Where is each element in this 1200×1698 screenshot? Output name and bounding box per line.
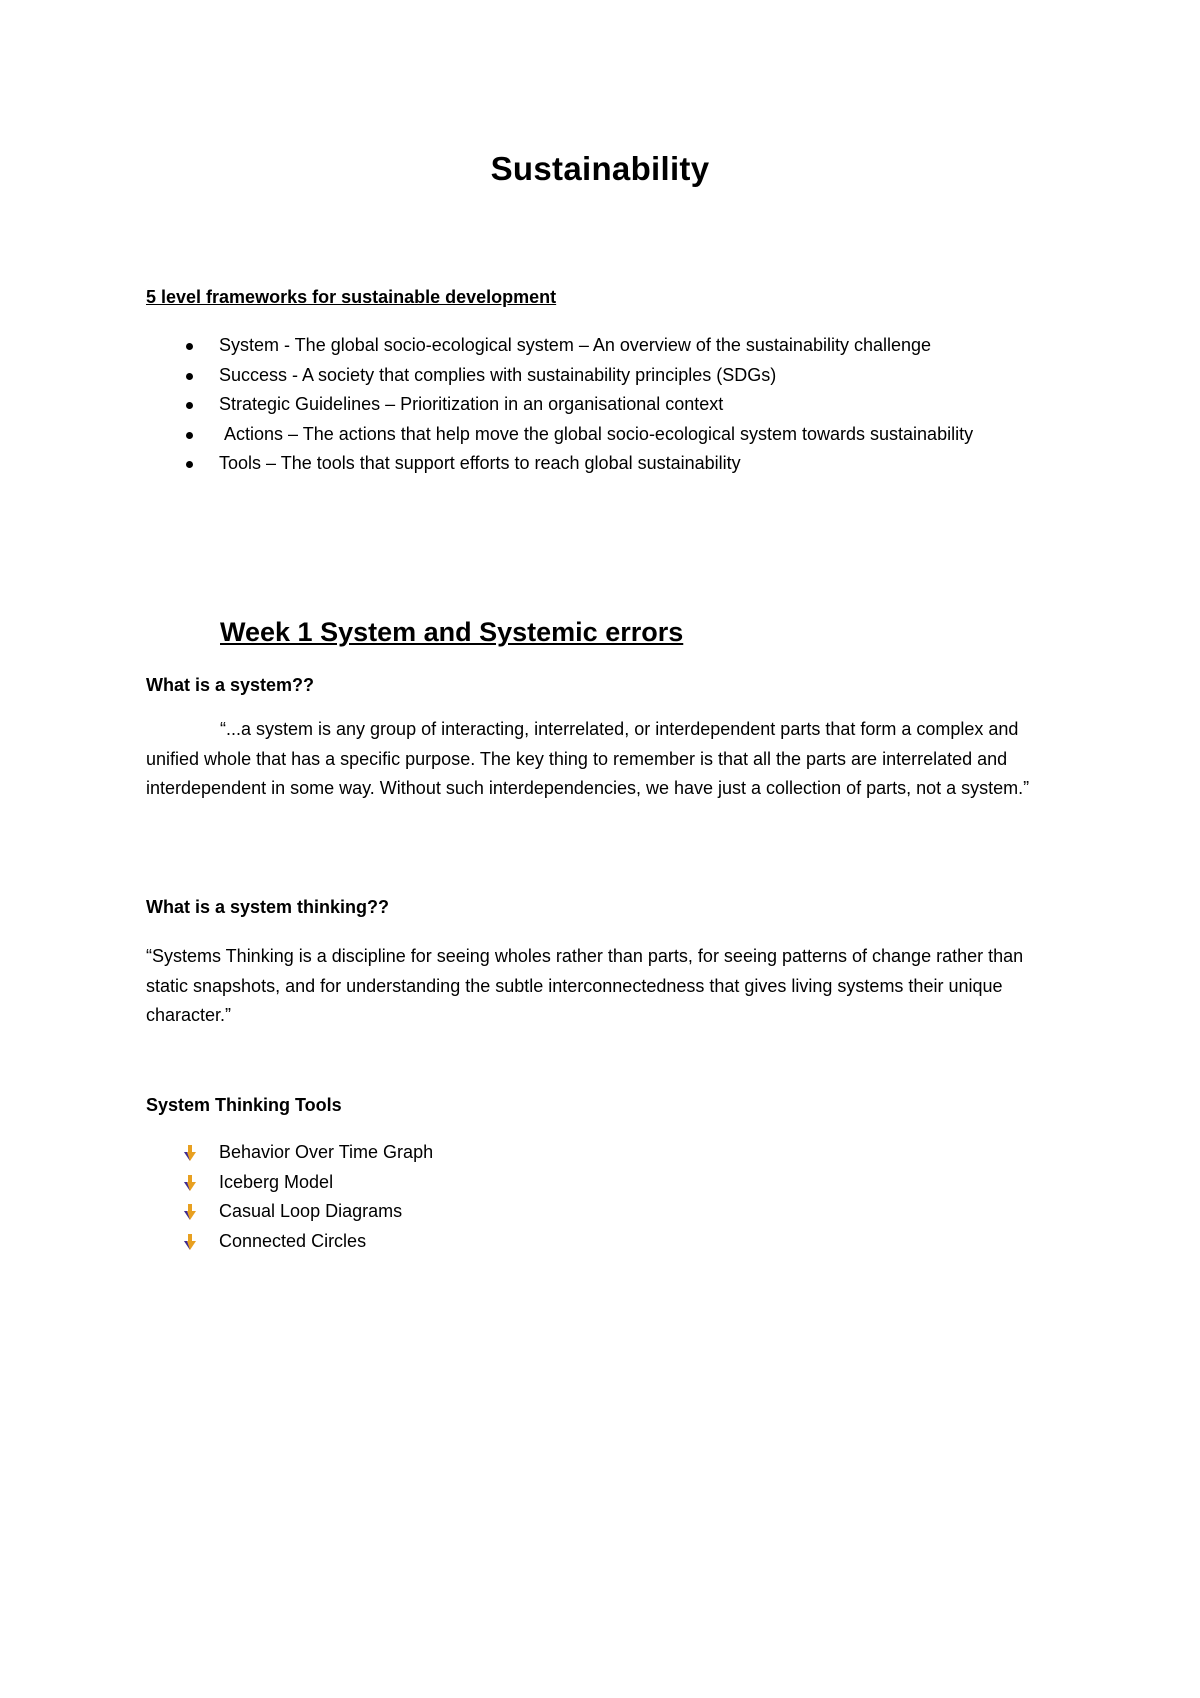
quote-paragraph: “...a system is any group of interacting, interrelated, or interdependent parts that form a complex and unified whole that has a specific purpose. The key thing to remember is that all the parts are interrelated and interdependent in some way. Without such interdependencies, we have just a collection of parts, not a system.” [146,719,1030,798]
frameworks-heading: 5 level frameworks for sustainable development [146,287,557,307]
arrow-bullet-icon [182,1144,200,1162]
arrow-bullet-icon [182,1203,200,1221]
question-heading: What is a system thinking?? [146,897,390,917]
question-heading: What is a system?? [146,675,315,695]
bullet-icon [186,373,193,380]
list-item: Strategic Guidelines – Prioritization in an organisational context [186,390,1066,420]
list-item: Actions – The actions that help move the global socio-ecological system towards sustainability [186,420,1066,450]
list-item: Iceberg Model [186,1168,886,1198]
tools-heading: System Thinking Tools [146,1095,342,1115]
bullet-icon [186,402,193,409]
frameworks-list [186,331,1066,479]
list-item: Casual Loop Diagrams [186,1197,886,1227]
page-title: Sustainability [490,150,710,187]
list-item: Behavior Over Time Graph [186,1138,886,1168]
list-item: System - The global socio-ecological system – An overview of the sustainability challenge [186,331,1066,361]
bullet-icon [186,432,193,439]
bullet-icon [186,343,193,350]
arrow-bullet-icon [182,1233,200,1251]
bullet-icon [186,461,193,468]
tools-list [186,1138,886,1256]
list-item: Connected Circles [186,1227,886,1257]
quote-paragraph: “Systems Thinking is a discipline for seeing wholes rather than parts, for seeing patterns of change rather than static snapshots, and for understanding the subtle interconnectedness that gives living systems their unique character.” [146,946,1024,1025]
arrow-bullet-icon [182,1174,200,1192]
list-item: Success - A society that complies with sustainability principles (SDGs) [186,361,1066,391]
list-item: Tools – The tools that support efforts to reach global sustainability [186,449,1066,479]
week-heading: Week 1 System and Systemic errors [220,617,684,647]
